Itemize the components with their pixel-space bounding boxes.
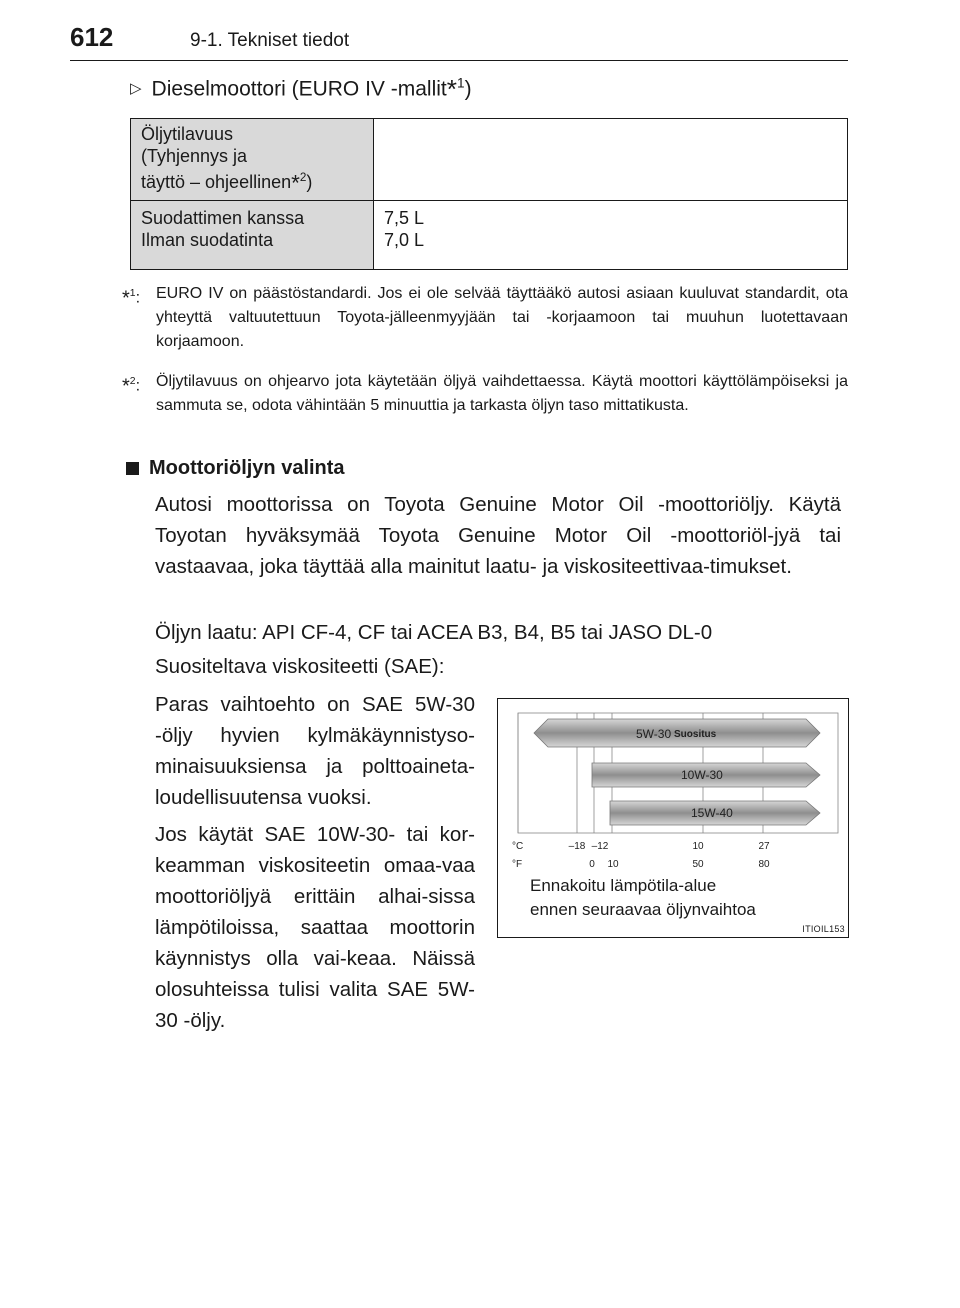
footnote-2: *$^2$: Öljytilavuus on ohjearvo jota käytetään öljyä vaihdettaessa. Käytä moottori käyttölämpöiseksi ja sammuta se, odota vähintään 5 minuuttia ja tarkasta öljyn taso mittatikusta. — [122, 373, 848, 414]
table-header-label: Öljytilavuus (Tyhjennys ja täyttö – ohjeellinen*$^2$) — [131, 119, 374, 201]
subheading-text: Dieselmoottori (EURO IV -mallit*$^1$) — [151, 74, 472, 104]
oil-capacity-table — [130, 118, 848, 270]
table-row-values: 7,5 L 7,0 L — [374, 201, 848, 270]
page-number: 612 — [70, 22, 114, 52]
subheading — [130, 74, 472, 105]
tick-c: –18 — [568, 841, 586, 852]
paragraph-best-choice: Paras vaihtoehto on SAE 5W-30 -öljy hyvien kylmäkäynnistyso-minaisuuksiensa ja polttoaineta-loudellisuutensa vuoksi. — [155, 693, 475, 809]
unit-fahrenheit: °F — [512, 859, 523, 870]
bar-label-10w-30: 10W-30 — [681, 768, 723, 782]
section-title: 9-1. Tekniset tiedot — [190, 30, 350, 51]
table-header-value — [374, 119, 848, 201]
tick-f: 10 — [607, 859, 619, 870]
tick-f: 80 — [758, 859, 770, 870]
section-heading: Moottoriöljyn valinta — [126, 457, 345, 480]
tick-f: 50 — [692, 859, 704, 870]
figure-id: ITIOIL153 — [802, 924, 845, 934]
tick-c: 27 — [758, 841, 770, 852]
bar-label-5w-30: 5W-30 — [636, 727, 672, 741]
tick-f: 0 — [589, 859, 595, 870]
paragraph-warning: Jos käytät SAE 10W-30- tai kor-keamman viskositeetin omaa-vaa moottoriöljyä erittäin alhai-sissa lämpötiloissa, saattaa moottorin käynnistys olla vai-keaa. Näissä olosuhteissa tulisi valita SAE 5W-30 -öljy. — [155, 823, 475, 1032]
viscosity-chart — [497, 698, 849, 938]
bar-label-15w-40: 15W-40 — [691, 806, 733, 820]
figure-caption: Ennakoitu lämpötila-alue ennen seuraavaa öljynvaihtoa — [530, 876, 756, 919]
tick-c: 10 — [692, 841, 704, 852]
bar-label-suositus: Suositus — [674, 729, 717, 740]
footnote-1: *$^1$: EURO IV on päästöstandardi. Jos ei ole selvää täyttääkö autosi asiaan kuuluvat standardit, ota yhteyttä valtuutettuun Toyota-jälleenmyyjään tai -korjaamoon tai muuhun luotettavaan korjaamoon. — [122, 285, 848, 350]
header-rule — [70, 60, 848, 61]
triangle-icon: ▷ — [130, 80, 142, 97]
paragraph-intro: Autosi moottorissa on Toyota Genuine Motor Oil -moottoriöljy. Käytä Toyotan hyväksymää Toyota Genuine Motor Oil -moottoriöl-jyä tai vastaavaa, joka täyttää alla mainitut laatu- ja viskositeettivaa-timukset. — [155, 493, 841, 578]
paragraph-viscosity: Suositeltava viskositeetti (SAE): — [155, 655, 445, 678]
tick-c: –12 — [591, 841, 609, 852]
unit-celsius: °C — [512, 841, 524, 852]
square-bullet-icon — [126, 462, 139, 475]
table-row-labels: Suodattimen kanssa Ilman suodatinta — [131, 201, 374, 270]
paragraph-oil-quality: Öljyn laatu: API CF-4, CF tai ACEA B3, B4, B5 tai JASO DL-0 — [155, 621, 713, 644]
